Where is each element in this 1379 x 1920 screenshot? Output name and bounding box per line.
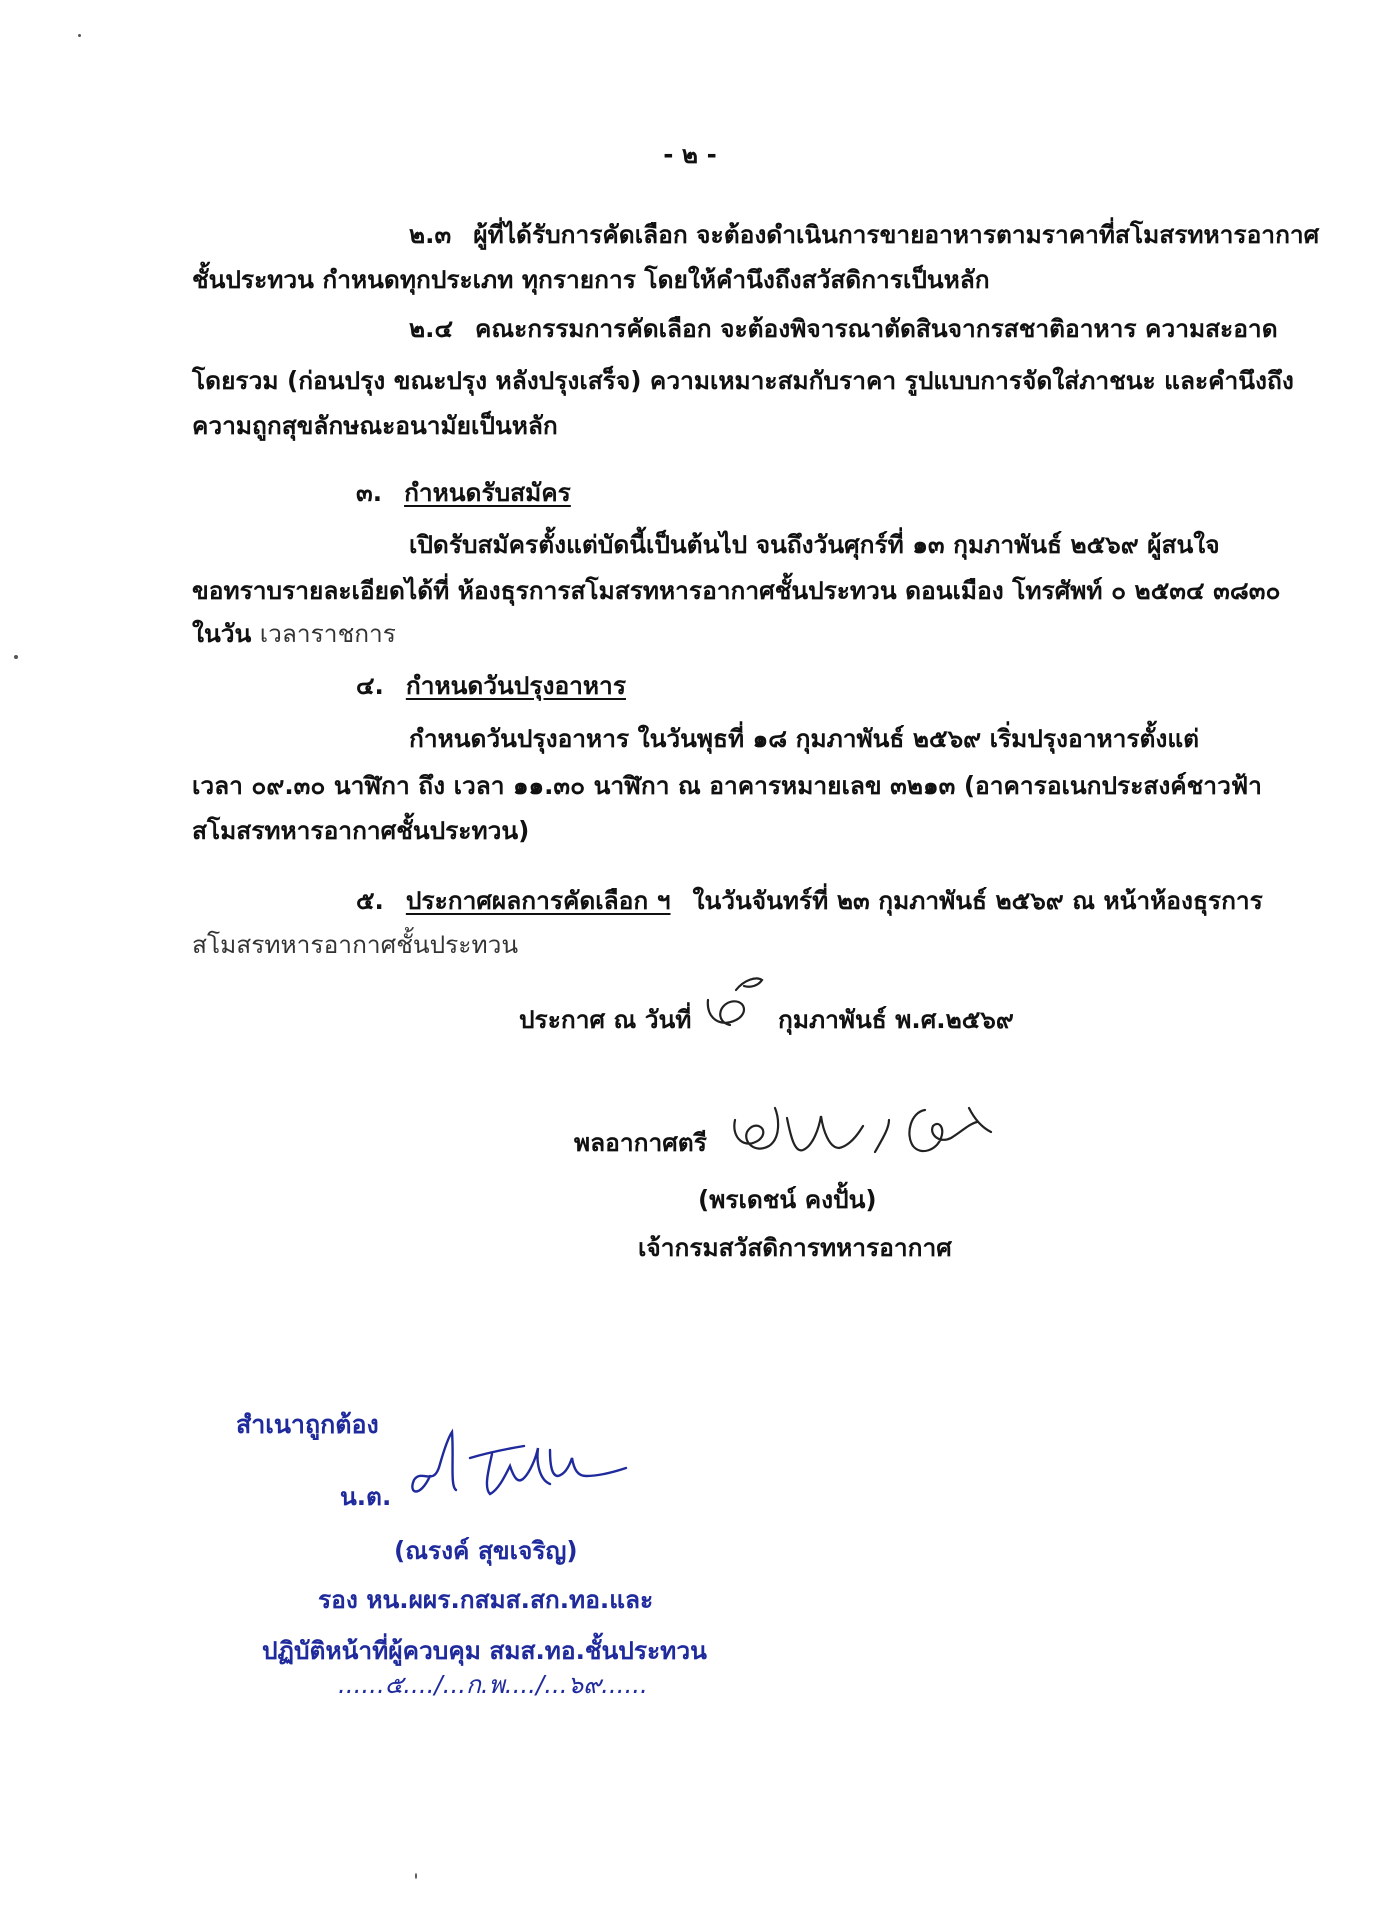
section-4-heading	[356, 671, 626, 701]
page-number: - ๒ -	[663, 140, 717, 169]
section-3-line2: ขอทราบรายละเอียดได้ที่ ห้องธุรการสโมสรทหารอากาศชั้นประทวน ดอนเมือง โทรศัพท์ ๐ ๒๕๓๔ ๓๘๓๐	[192, 576, 1281, 605]
section-4-line2: เวลา ๐๙.๓๐ นาฬิกา ถึง เวลา ๑๑.๓๐ นาฬิกา ณ อาคารหมายเลข ๓๒๑๓ (อาคารอเนกประสงค์ชาวฟ้า	[192, 771, 1262, 800]
clause-2-4-line3: ความถูกสุขลักษณะอนามัยเป็นหลัก	[192, 411, 558, 440]
section-5-number: ๕.	[356, 886, 384, 915]
section-5-title: ประกาศผลการคัดเลือก ฯ	[405, 886, 671, 915]
signatory-name: (พรเดชน์ คงปั้น)	[698, 1185, 877, 1214]
announce-prefix: ประกาศ ณ วันที่	[519, 1005, 692, 1034]
copy-cert-name: (ณรงค์ สุขเจริญ)	[394, 1536, 578, 1565]
clause-2-4-line2: โดยรวม (ก่อนปรุง ขณะปรุง หลังปรุงเสร็จ) ความเหมาะสมกับราคา รูปแบบการจัดใส่ภาชนะ และคำนึงถึง	[192, 366, 1294, 395]
copy-cert-position-line1: รอง หน.ผผร.กสมส.สก.ทอ.และ	[318, 1585, 654, 1614]
section-4-number: ๔.	[356, 671, 384, 700]
section-3-line3-label: ในวัน	[192, 619, 252, 648]
section-5-line1	[356, 886, 1263, 916]
clause-2-3-line1	[409, 220, 1319, 250]
clause-2-4-line1	[409, 314, 1278, 344]
copy-cert-position-line2: ปฏิบัติหน้าที่ผู้ควบคุม สมส.ทอ.ชั้นประทวน	[262, 1636, 707, 1665]
copy-cert-date: ......๕..../...ก.พ..../...๖๙......	[338, 1670, 648, 1699]
section-4-line3: สโมสรทหารอากาศชั้นประทวน)	[192, 816, 530, 845]
section-3-title: กำหนดรับสมัคร	[404, 478, 571, 507]
announce-suffix: กุมภาพันธ์ พ.ศ.๒๕๖๙	[778, 1005, 1014, 1034]
section-3-heading	[356, 478, 571, 508]
clause-2-3-text: ผู้ที่ได้รับการคัดเลือก จะต้องดำเนินการขายอาหารตามราคาที่สโมสรทหารอากาศ	[473, 220, 1320, 249]
clause-2-3-line2: ชั้นประทวน กำหนดทุกประเภท ทุกรายการ โดยให้คำนึงถึงสวัสดิการเป็นหลัก	[192, 265, 990, 294]
copy-cert-signature	[400, 1428, 630, 1508]
clause-2-4-number: ๒.๔	[409, 314, 453, 343]
scan-speck	[14, 655, 18, 659]
scan-speck	[415, 1873, 417, 1879]
clause-2-3-number: ๒.๓	[409, 220, 452, 249]
section-5-line2: สโมสรทหารอากาศชั้นประทวน	[192, 930, 519, 959]
section-3-line3-time: เวลาราชการ	[259, 619, 396, 648]
section-4-title: กำหนดวันปรุงอาหาร	[405, 671, 626, 700]
copy-cert-rank: น.ต.	[340, 1482, 392, 1511]
section-4-line1: กำหนดวันปรุงอาหาร ในวันพุธที่ ๑๘ กุมภาพันธ์ ๒๕๖๙ เริ่มปรุงอาหารตั้งแต่	[409, 724, 1200, 753]
copy-cert-title: สำเนาถูกต้อง	[236, 1410, 379, 1439]
section-3-number: ๓.	[356, 478, 383, 507]
section-3-line3	[192, 619, 396, 649]
signatory-position: เจ้ากรมสวัสดิการทหารอากาศ	[638, 1233, 952, 1262]
signatory-rank: พลอากาศตรี	[574, 1128, 707, 1157]
section-3-line1: เปิดรับสมัครตั้งแต่บัดนี้เป็นต้นไป จนถึงวันศุกร์ที่ ๑๓ กุมภาพันธ์ ๒๕๖๙ ผู้สนใจ	[409, 530, 1220, 559]
handwritten-day-five	[700, 970, 770, 1040]
clause-2-4-text: คณะกรรมการคัดเลือก จะต้องพิจารณาตัดสินจากรสชาติอาหาร ความสะอาด	[475, 314, 1278, 343]
section-5-text: ในวันจันทร์ที่ ๒๓ กุมภาพันธ์ ๒๕๖๙ ณ หน้าห้องธุรการ	[692, 886, 1263, 915]
scan-speck	[78, 34, 81, 37]
signatory-signature	[725, 1098, 995, 1173]
